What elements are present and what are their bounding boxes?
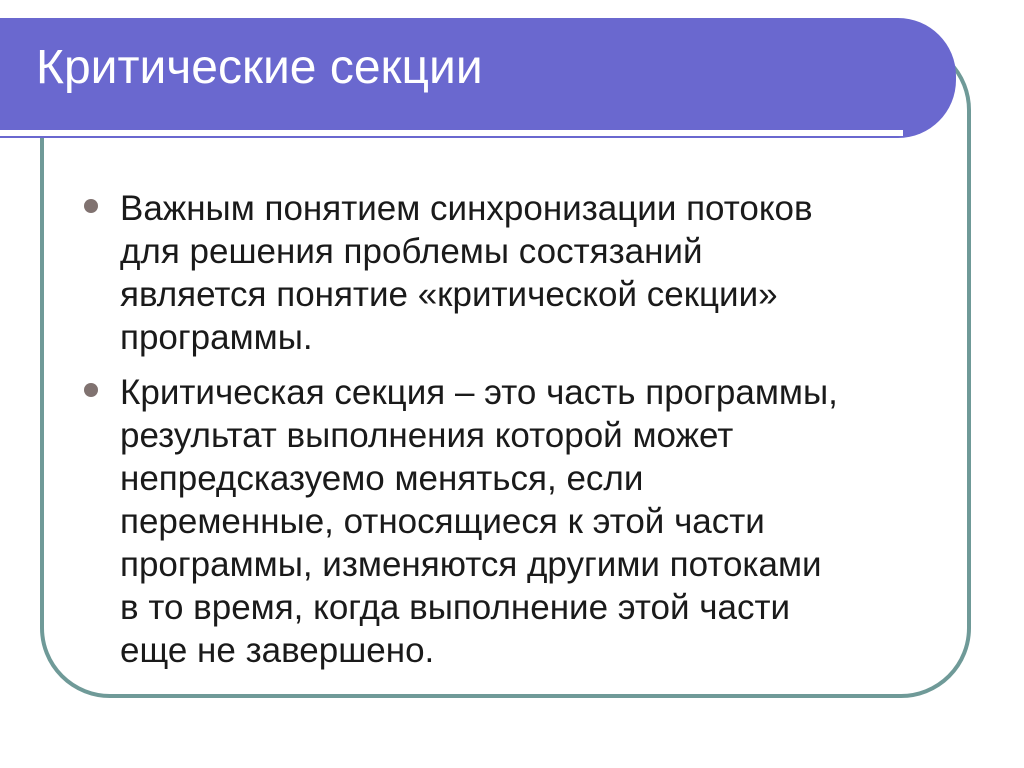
bullet-dot-icon [84,199,98,213]
bullet-line: в то время, когда выполнение этой части [120,588,791,627]
bullet-line: Критическая секция – это часть программы, [120,373,838,412]
bullet-line: Важным понятием синхронизации потоков [120,189,813,228]
bullet-item [84,371,944,672]
bullet-item [84,187,944,359]
bullet-line: программы, изменяются другими потоками [120,545,822,584]
bullet-list [84,187,944,684]
bullet-line: программы. [120,318,313,357]
bullet-line: результат выполнения которой может [120,416,734,455]
bullet-dot-icon [84,383,98,397]
bullet-line: является понятие «критической секции» [120,275,778,314]
bullet-line: еще не завершено. [120,631,435,670]
slide-title: Критические секции [36,41,483,94]
bullet-line: для решения проблемы состязаний [120,232,703,271]
bullet-line: непредсказуемо меняться, если [120,459,644,498]
title-underline [0,130,903,136]
bullet-line: переменные, относящиеся к этой части [120,502,765,541]
